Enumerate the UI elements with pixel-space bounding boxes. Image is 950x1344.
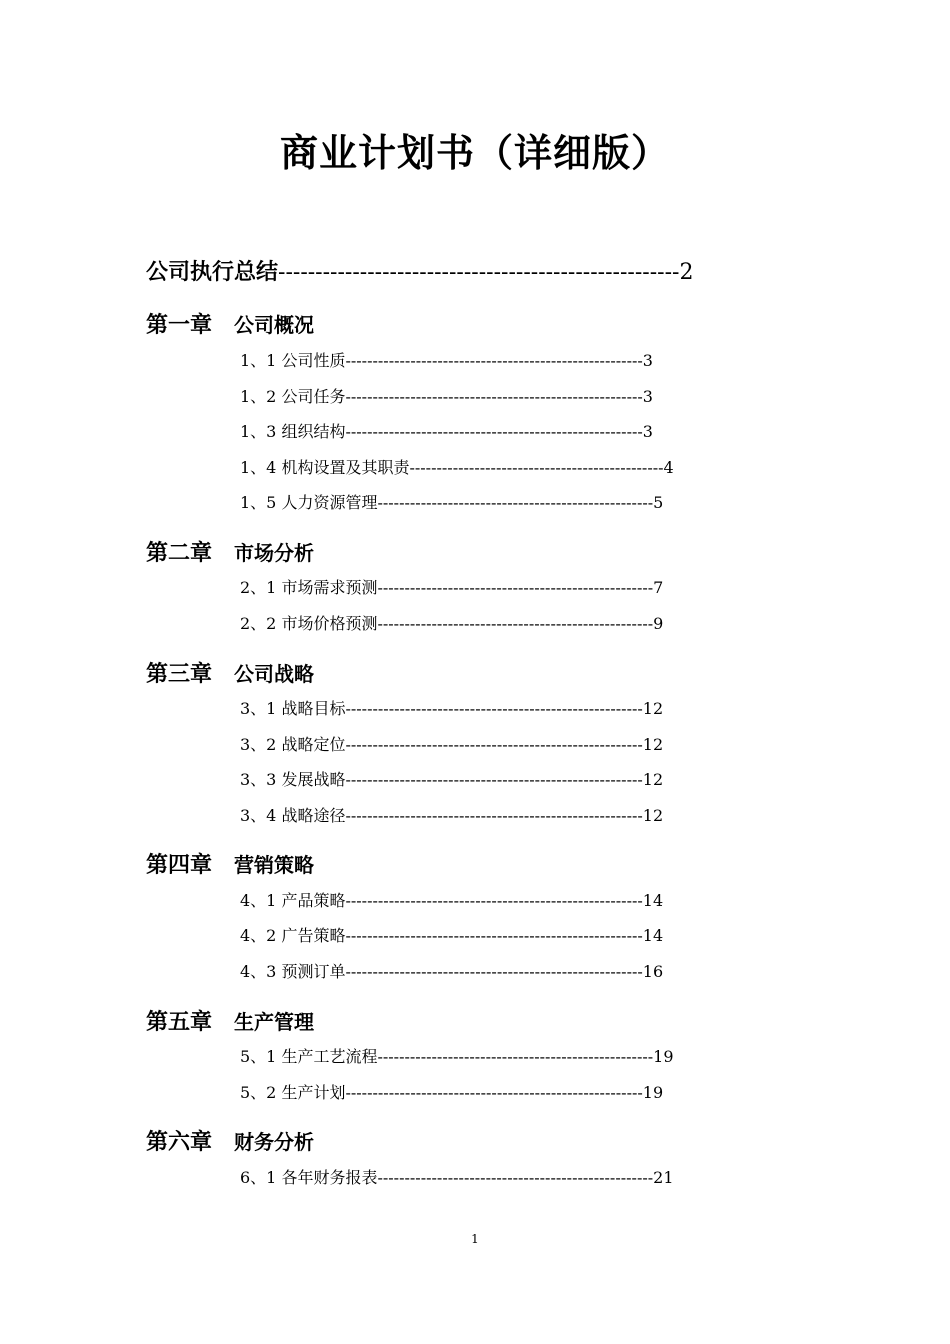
toc-item-4-1[interactable] xyxy=(240,889,740,913)
toc-item-6-1[interactable] xyxy=(240,1166,740,1190)
chapter-number: 第二章 xyxy=(146,541,213,566)
toc-item-1-1[interactable] xyxy=(240,349,740,373)
toc-item-3-4[interactable] xyxy=(240,804,740,828)
toc-item-text: 4、2 广告策略 xyxy=(240,926,346,945)
chapter-number: 第四章 xyxy=(146,853,213,878)
toc-chapter-3[interactable] xyxy=(146,657,314,688)
toc-page-ref: 16 xyxy=(642,962,664,981)
toc-item-text: 1、1 公司性质 xyxy=(240,351,346,370)
toc-item-text: 3、2 战略定位 xyxy=(240,735,346,754)
toc-leader: --------------------------------------------------- xyxy=(377,1168,654,1187)
toc-leader: ------------------------------------------------------- xyxy=(345,422,643,441)
toc-page-ref: 3 xyxy=(642,387,653,406)
toc-page-ref: 21 xyxy=(653,1168,674,1187)
toc-item-text: 5、1 生产工艺流程 xyxy=(240,1047,378,1066)
toc-item-text: 3、4 战略途径 xyxy=(240,806,346,825)
toc-leader: --------------------------------------------------- xyxy=(377,1047,654,1066)
toc-item-text: 1、4 机构设置及其职责 xyxy=(240,458,410,477)
toc-item-1-3[interactable] xyxy=(240,420,740,444)
toc-leader: ------------------------------------------------------- xyxy=(345,770,643,789)
toc-item-2-1[interactable] xyxy=(240,576,740,600)
toc-page-ref: 12 xyxy=(642,770,664,789)
toc-leader: ------------------------------------------------------- xyxy=(345,806,643,825)
toc-item-text: 3、3 发展战略 xyxy=(240,770,346,789)
toc-page-ref: 5 xyxy=(653,493,664,512)
toc-leader: ------------------------------------------------------- xyxy=(345,1083,643,1102)
toc-leader: ------------------------------------------------------- xyxy=(345,891,643,910)
toc-page-ref: 2 xyxy=(679,260,694,285)
toc-page-ref: 14 xyxy=(642,891,664,910)
toc-chapter-4[interactable] xyxy=(146,848,314,879)
toc-item-text: 6、1 各年财务报表 xyxy=(240,1168,378,1187)
toc-executive-summary[interactable] xyxy=(146,256,736,290)
toc-item-5-1[interactable] xyxy=(240,1045,740,1069)
chapter-number: 第三章 xyxy=(146,662,213,687)
toc-item-1-4[interactable] xyxy=(240,456,740,480)
toc-page-ref: 12 xyxy=(642,806,664,825)
toc-leader: ----------------------------------------------- xyxy=(409,458,664,477)
toc-item-text: 4、1 产品策略 xyxy=(240,891,346,910)
toc-leader: ------------------------------------------------------- xyxy=(345,699,643,718)
page-number: 1 xyxy=(471,1232,479,1246)
chapter-title: 公司概况 xyxy=(234,313,315,337)
toc-item-text: 3、1 战略目标 xyxy=(240,699,346,718)
toc-chapter-5[interactable] xyxy=(146,1005,314,1036)
chapter-title: 公司战略 xyxy=(234,662,315,686)
toc-item-3-3[interactable] xyxy=(240,768,740,792)
chapter-title: 财务分析 xyxy=(234,1130,315,1154)
toc-item-3-2[interactable] xyxy=(240,733,740,757)
toc-leader: ------------------------------------------------------ xyxy=(278,260,680,285)
toc-page-ref: 3 xyxy=(642,422,653,441)
toc-page-ref: 12 xyxy=(642,699,664,718)
toc-item-text: 2、1 市场需求预测 xyxy=(240,578,378,597)
toc-item-5-2[interactable] xyxy=(240,1081,740,1105)
toc-chapter-2[interactable] xyxy=(146,536,314,567)
toc-item-text: 5、2 生产计划 xyxy=(240,1083,346,1102)
page-title: 商业计划书（详细版） xyxy=(279,131,670,175)
toc-item-text: 1、2 公司任务 xyxy=(240,387,346,406)
toc-item-text: 1、5 人力资源管理 xyxy=(240,493,378,512)
toc-leader: --------------------------------------------------- xyxy=(377,614,654,633)
toc-chapter-1[interactable] xyxy=(146,308,314,339)
toc-page-ref: 4 xyxy=(663,458,674,477)
chapter-number: 第六章 xyxy=(146,1130,213,1155)
toc-page-ref: 19 xyxy=(642,1083,664,1102)
toc-item-4-3[interactable] xyxy=(240,960,740,984)
toc-page-ref: 14 xyxy=(642,926,664,945)
toc-leader: --------------------------------------------------- xyxy=(377,578,654,597)
chapter-number: 第一章 xyxy=(146,313,213,338)
toc-page-ref: 9 xyxy=(653,614,664,633)
toc-leader: ------------------------------------------------------- xyxy=(345,351,643,370)
toc-item-1-5[interactable] xyxy=(240,491,740,515)
toc-item-3-1[interactable] xyxy=(240,697,740,721)
toc-chapter-6[interactable] xyxy=(146,1125,314,1156)
toc-page-ref: 12 xyxy=(642,735,664,754)
toc-leader: ------------------------------------------------------- xyxy=(345,387,643,406)
toc-page-ref: 3 xyxy=(642,351,653,370)
toc-item-4-2[interactable] xyxy=(240,924,740,948)
toc-item-text: 2、2 市场价格预测 xyxy=(240,614,378,633)
toc-item-1-2[interactable] xyxy=(240,385,740,409)
chapter-title: 营销策略 xyxy=(234,853,315,877)
toc-leader: ------------------------------------------------------- xyxy=(345,962,643,981)
toc-executive-summary-label: 公司执行总结 xyxy=(146,260,279,285)
toc-item-text: 1、3 组织结构 xyxy=(240,422,346,441)
toc-item-2-2[interactable] xyxy=(240,612,740,636)
chapter-title: 生产管理 xyxy=(234,1010,315,1034)
toc-page-ref: 7 xyxy=(653,578,664,597)
toc-item-text: 4、3 预测订单 xyxy=(240,962,346,981)
chapter-title: 市场分析 xyxy=(234,541,315,565)
toc-page-ref: 19 xyxy=(653,1047,674,1066)
toc-leader: ------------------------------------------------------- xyxy=(345,926,643,945)
chapter-number: 第五章 xyxy=(146,1010,213,1035)
toc-leader: ------------------------------------------------------- xyxy=(345,735,643,754)
toc-leader: --------------------------------------------------- xyxy=(377,493,654,512)
